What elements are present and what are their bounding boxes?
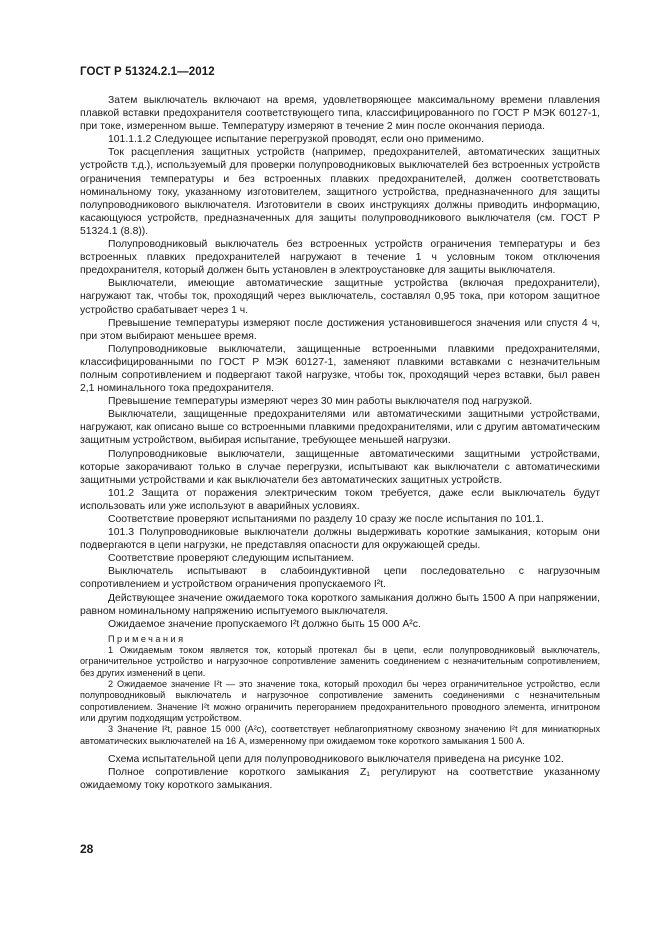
paragraph-temperature-rise: Превышение температуры измеряют после достижения установившегося значения или спустя 4 ч, при этом выбирают меньшее время. xyxy=(80,317,600,342)
paragraph-30-min: Превышение температуры измеряют через 30 мин работы выключателя под нагрузкой. xyxy=(108,396,533,408)
paragraph-test-circuit: Выключатель испытывают в слабоиндуктивной цепи последовательно с нагрузочным сопротивлением и устройством ограничения пропускаемого I²t. xyxy=(80,566,600,591)
paragraph-101-2: 101.2 Защита от поражения электрическим током требуется, даже если выключатель будут использовать или уже используют в аварийных условиях. xyxy=(80,487,600,512)
paragraph-101-3: 101.3 Полупроводниковые выключатели должны выдерживать короткие замыкания, которым они подвергаются в цепи нагрузки, не представляя опасности для окружающей среды. xyxy=(80,527,600,552)
paragraph-compliance-10: Соответствие проверяют испытаниями по разделу 10 сразу же после испытания по 101.1. xyxy=(108,514,544,525)
notes-title: Примечания xyxy=(108,633,186,644)
note-item: 1 Ожидаемым током является ток, который протекал бы в цепи, если полупроводниковый выключатель, ограничительное устройство и нагрузочное сопротивление заменить соединением с незначительным сопротивлением, без других изменений в цепи. xyxy=(80,645,600,678)
paragraph-builtin-fuses: Полупроводниковые выключатели, защищенные встроенными плавкими предохранителями, классифицированными по ГОСТ Р МЭК 60127-1, заменяют плавкими вставками с незначительным полным сопротивлением и подвергают такой нагрузке, чтобы ток, проходящий через вставки, был равен 2,1 номинального тока предохранителя. xyxy=(80,343,600,395)
note-item: 2 Ожидаемое значение I²t — это значение тока, который проходил бы через ограничительное устройство, если полупроводниковый выключатель и нагрузочное сопротивление заменить соединениями с незначительным сопротивлением. Значение I²t можно ограничить перегоранием предохранительного проводного элемента, игнитроном или другим подходящим устройством. xyxy=(80,679,600,723)
notes-block xyxy=(80,634,600,747)
paragraph-short-circuit-devices: Полупроводниковые выключатели, защищенные автоматическими защитными устройствами, которые закорачивают только в случае перегрузки, испытывают как выключатели с автоматическими защитными устройствами и как выключатели без автоматических защитных устройств. xyxy=(80,448,600,486)
paragraph-no-fuses: Полупроводниковый выключатель без встроенных устройств ограничения температуры и без встроенных плавких предохранителей нагружают в течение 1 ч условным током отключения предохранителя, который должен быть установлен в электроустановке для защиты выключателя. xyxy=(80,239,600,277)
paragraph-impedance: Полное сопротивление короткого замыкания Z₁ регулируют на соответствие указанному ожидаемому току короткого замыкания. xyxy=(80,766,600,791)
paragraph-trip-current: Ток расцепления защитных устройств (например, предохранителей, автоматических защитных устройств т.д.), используемый для проверки полупроводниковых выключателей без встроенных устройств ограничения температуры и без встроенных плавких предохранителей, должен соответствовать номинальному току, указанному изготовителем, защитного устройства, предназначенного для защиты полупроводникового выключателя. Изготовители в своих инструкциях должны приводить информацию, касающуюся устройств, предназначенных для защиты полупроводникового выключателя (см. ГОСТ Р 51324.1 (8.8)). xyxy=(80,147,600,237)
paragraph-compliance-test: Соответствие проверяют следующим испытанием. xyxy=(108,553,354,565)
note-item: 3 Значение I²t, равное 15 000 (A²c), соответствует неблагоприятному сквозному значению I²t для миниатюрных автоматических выключателей на 16 А, измеренному при ожидаемом токе короткого замыкания 1 500 А. xyxy=(80,724,600,746)
paragraph-automatic-devices: Выключатели, имеющие автоматические защитные устройства (включая предохранители), нагружают так, чтобы ток, проходящий через выключатель, составлял 0,95 тока, при котором защитное устройство срабатывает через 1 ч. xyxy=(80,278,600,316)
page-body xyxy=(80,94,600,792)
paragraph-intro: Затем выключатель включают на время, удовлетворяющее максимальному времени плавления плавкой вставки предохранителя соответствующего типа, классифицированного по ГОСТ Р МЭК 60127-1, при токе, измеренном выше. Температуру измеряют в течение 2 мин после окончания периода. xyxy=(80,95,600,133)
paragraph-rms-current: Действующее значение ожидаемого тока короткого замыкания должно быть 1500 А при напряжении, равном номинальному напряжению испытуемого выключателя. xyxy=(80,592,600,617)
paragraph-protected-switches: Выключатели, защищенные предохранителями или автоматическими защитными устройствами, нагружают, как описано выше со встроенными плавкими предохранителями, или с другим автоматическим защитным устройством, выбирая испытание, требующее меньшей нагрузки. xyxy=(80,409,600,447)
page-number: 28 xyxy=(80,842,94,856)
paragraph-101-1-1-2: 101.1.1.2 Следующее испытание перегрузкой проводят, если оно применимо. xyxy=(108,134,485,146)
page-header: ГОСТ Р 51324.2.1—2012 xyxy=(80,66,215,78)
paragraph-i2t-value: Ожидаемое значение пропускаемого I²t должно быть 15 000 A²c. xyxy=(108,618,421,630)
paragraph-figure-ref: Схема испытательной цепи для полупроводникового выключателя приведена на рисунке 102. xyxy=(108,753,564,765)
